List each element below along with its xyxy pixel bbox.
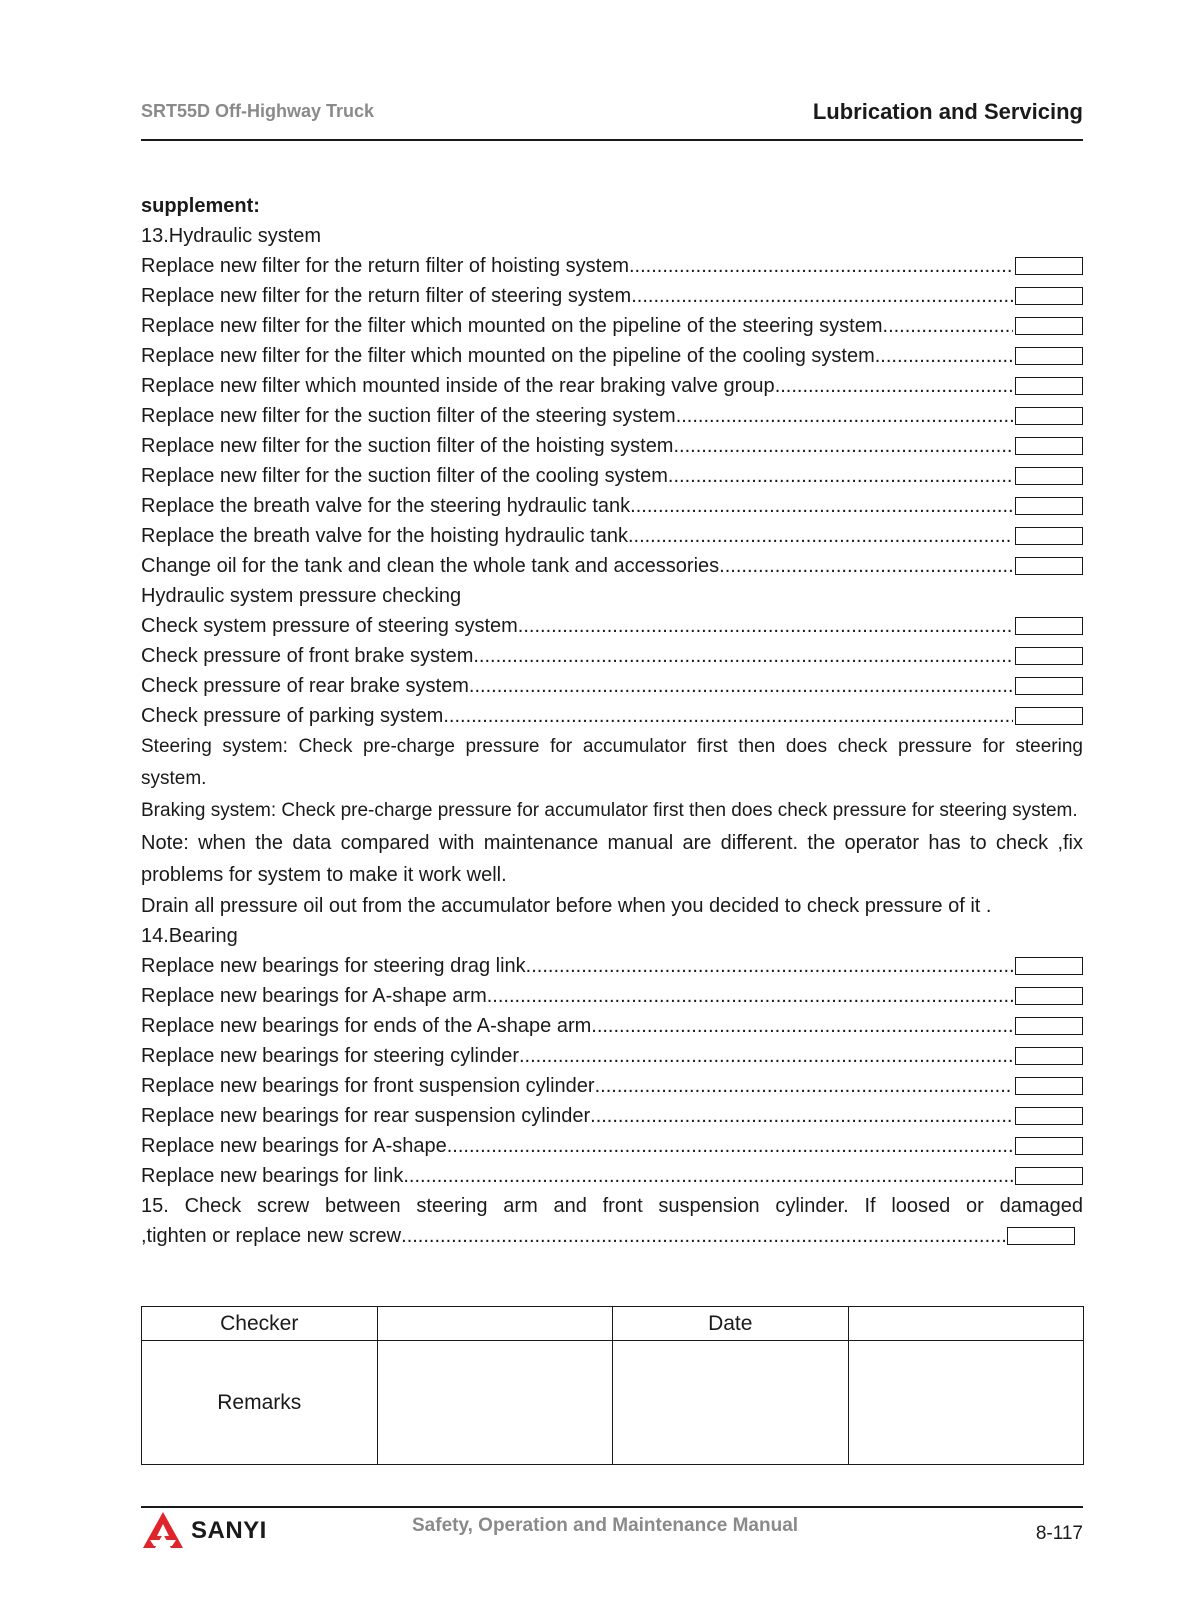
- check-box[interactable]: [1015, 677, 1083, 695]
- checklist-item: Check pressure of front brake system .....: [141, 641, 1083, 671]
- check-box[interactable]: [1015, 1047, 1083, 1065]
- page-number: 8-117: [1035, 1523, 1083, 1544]
- check-box[interactable]: [1015, 347, 1083, 365]
- note-paragraph: Braking system: Check pre-charge pressure for accumulator first then does check pressure for steering system.: [141, 800, 1078, 821]
- checklist-item: Replace the breath valve for the hoisting hydraulic tank .....: [141, 521, 1083, 551]
- checklist-item: Change oil for the tank and clean the whole tank and accessories .....: [141, 551, 1083, 581]
- check-box[interactable]: [1015, 257, 1083, 275]
- note-paragraph: Steering system: Check pre-charge pressure for accumulator first then does check pressure for steering system.: [141, 736, 1083, 789]
- checklist-item: ,tighten or replace new screw .....: [141, 1221, 1083, 1251]
- checklist-item: Replace new filter for the filter which mounted on the pipeline of the steering system .....: [141, 311, 1083, 341]
- note-paragraph: Drain all pressure oil out from the accumulator before when you decided to check pressure of it .: [141, 895, 992, 917]
- checklist-item: Replace new filter for the suction filter of the cooling system .....: [141, 461, 1083, 491]
- checklist-item: Replace new filter for the return filter of hoisting system .....: [141, 251, 1083, 281]
- checklist-item: Replace new bearings for steering cylinder .....: [141, 1041, 1083, 1071]
- checklist-item: Check pressure of parking system .....: [141, 701, 1083, 731]
- manual-title: Safety, Operation and Maintenance Manual: [412, 1515, 799, 1536]
- screw-check-text: 15. Check screw between steering arm and front suspension cylinder. If loosed or damaged: [141, 1195, 1083, 1217]
- check-box[interactable]: [1015, 1167, 1083, 1185]
- sanyi-logo: [141, 1510, 267, 1552]
- check-box[interactable]: [1015, 317, 1083, 335]
- checklist-item: Replace new bearings for ends of the A-shape arm .....: [141, 1011, 1083, 1041]
- check-box[interactable]: [1015, 557, 1083, 575]
- check-box[interactable]: [1015, 287, 1083, 305]
- section-title: Lubrication and Servicing: [812, 99, 1083, 124]
- remarks-field[interactable]: [377, 1341, 613, 1465]
- checklist-item: Replace new filter which mounted inside of the rear braking valve group .....: [141, 371, 1083, 401]
- checklist-item: Replace the breath valve for the steering hydraulic tank .....: [141, 491, 1083, 521]
- date-label: Date: [613, 1307, 849, 1341]
- check-box[interactable]: [1015, 1107, 1083, 1125]
- remarks-label: Remarks: [142, 1341, 378, 1465]
- checklist-item: Replace new bearings for link .....: [141, 1161, 1083, 1191]
- checklist-item: Replace new bearings for rear suspension cylinder .....: [141, 1101, 1083, 1131]
- checklist-item: Check pressure of rear brake system .....: [141, 671, 1083, 701]
- check-box[interactable]: [1007, 1227, 1075, 1245]
- supplement-title: supplement:: [141, 195, 260, 217]
- footer-divider: [141, 1506, 1083, 1508]
- check-box[interactable]: [1015, 437, 1083, 455]
- header-divider: [141, 139, 1083, 141]
- checklist-content: [141, 191, 1083, 1251]
- checklist-item: Replace new filter for the filter which mounted on the pipeline of the cooling system .....: [141, 341, 1083, 371]
- date-field[interactable]: [848, 1307, 1084, 1341]
- check-box[interactable]: [1015, 707, 1083, 725]
- check-box[interactable]: [1015, 407, 1083, 425]
- brand-name: SANYI: [191, 1517, 267, 1544]
- inspection-table: [141, 1306, 1084, 1465]
- check-box[interactable]: [1015, 377, 1083, 395]
- pressure-heading: Hydraulic system pressure checking: [141, 585, 462, 607]
- document-model: SRT55D Off-Highway Truck: [141, 101, 375, 121]
- check-box[interactable]: [1015, 957, 1083, 975]
- remarks-field[interactable]: [613, 1341, 849, 1465]
- checker-label: Checker: [142, 1307, 378, 1341]
- checker-field[interactable]: [377, 1307, 613, 1341]
- checklist-item: Replace new bearings for A-shape .....: [141, 1131, 1083, 1161]
- checklist-item: Replace new filter for the suction filter of the steering system .....: [141, 401, 1083, 431]
- check-box[interactable]: [1015, 647, 1083, 665]
- checklist-item: Replace new bearings for steering drag link .....: [141, 951, 1083, 981]
- checklist-item: Replace new bearings for A-shape arm .....: [141, 981, 1083, 1011]
- check-box[interactable]: [1015, 617, 1083, 635]
- hydraulic-heading: 13.Hydraulic system: [141, 225, 322, 247]
- check-box[interactable]: [1015, 1077, 1083, 1095]
- check-box[interactable]: [1015, 1017, 1083, 1035]
- remarks-field[interactable]: [848, 1341, 1084, 1465]
- checklist-item: Replace new filter for the suction filter of the hoisting system .....: [141, 431, 1083, 461]
- note-paragraph: Note: when the data compared with maintenance manual are different. the operator has to check ,fix problems for system to make it work well.: [141, 832, 1083, 886]
- check-box[interactable]: [1015, 1137, 1083, 1155]
- bearing-heading: 14.Bearing: [141, 925, 238, 947]
- check-box[interactable]: [1015, 497, 1083, 515]
- checklist-item: Replace new filter for the return filter of steering system .....: [141, 281, 1083, 311]
- checklist-item: Check system pressure of steering system .....: [141, 611, 1083, 641]
- checklist-item: Replace new bearings for front suspension cylinder .....: [141, 1071, 1083, 1101]
- check-box[interactable]: [1015, 467, 1083, 485]
- sanyi-logo-icon: [141, 1510, 185, 1552]
- check-box[interactable]: [1015, 527, 1083, 545]
- check-box[interactable]: [1015, 987, 1083, 1005]
